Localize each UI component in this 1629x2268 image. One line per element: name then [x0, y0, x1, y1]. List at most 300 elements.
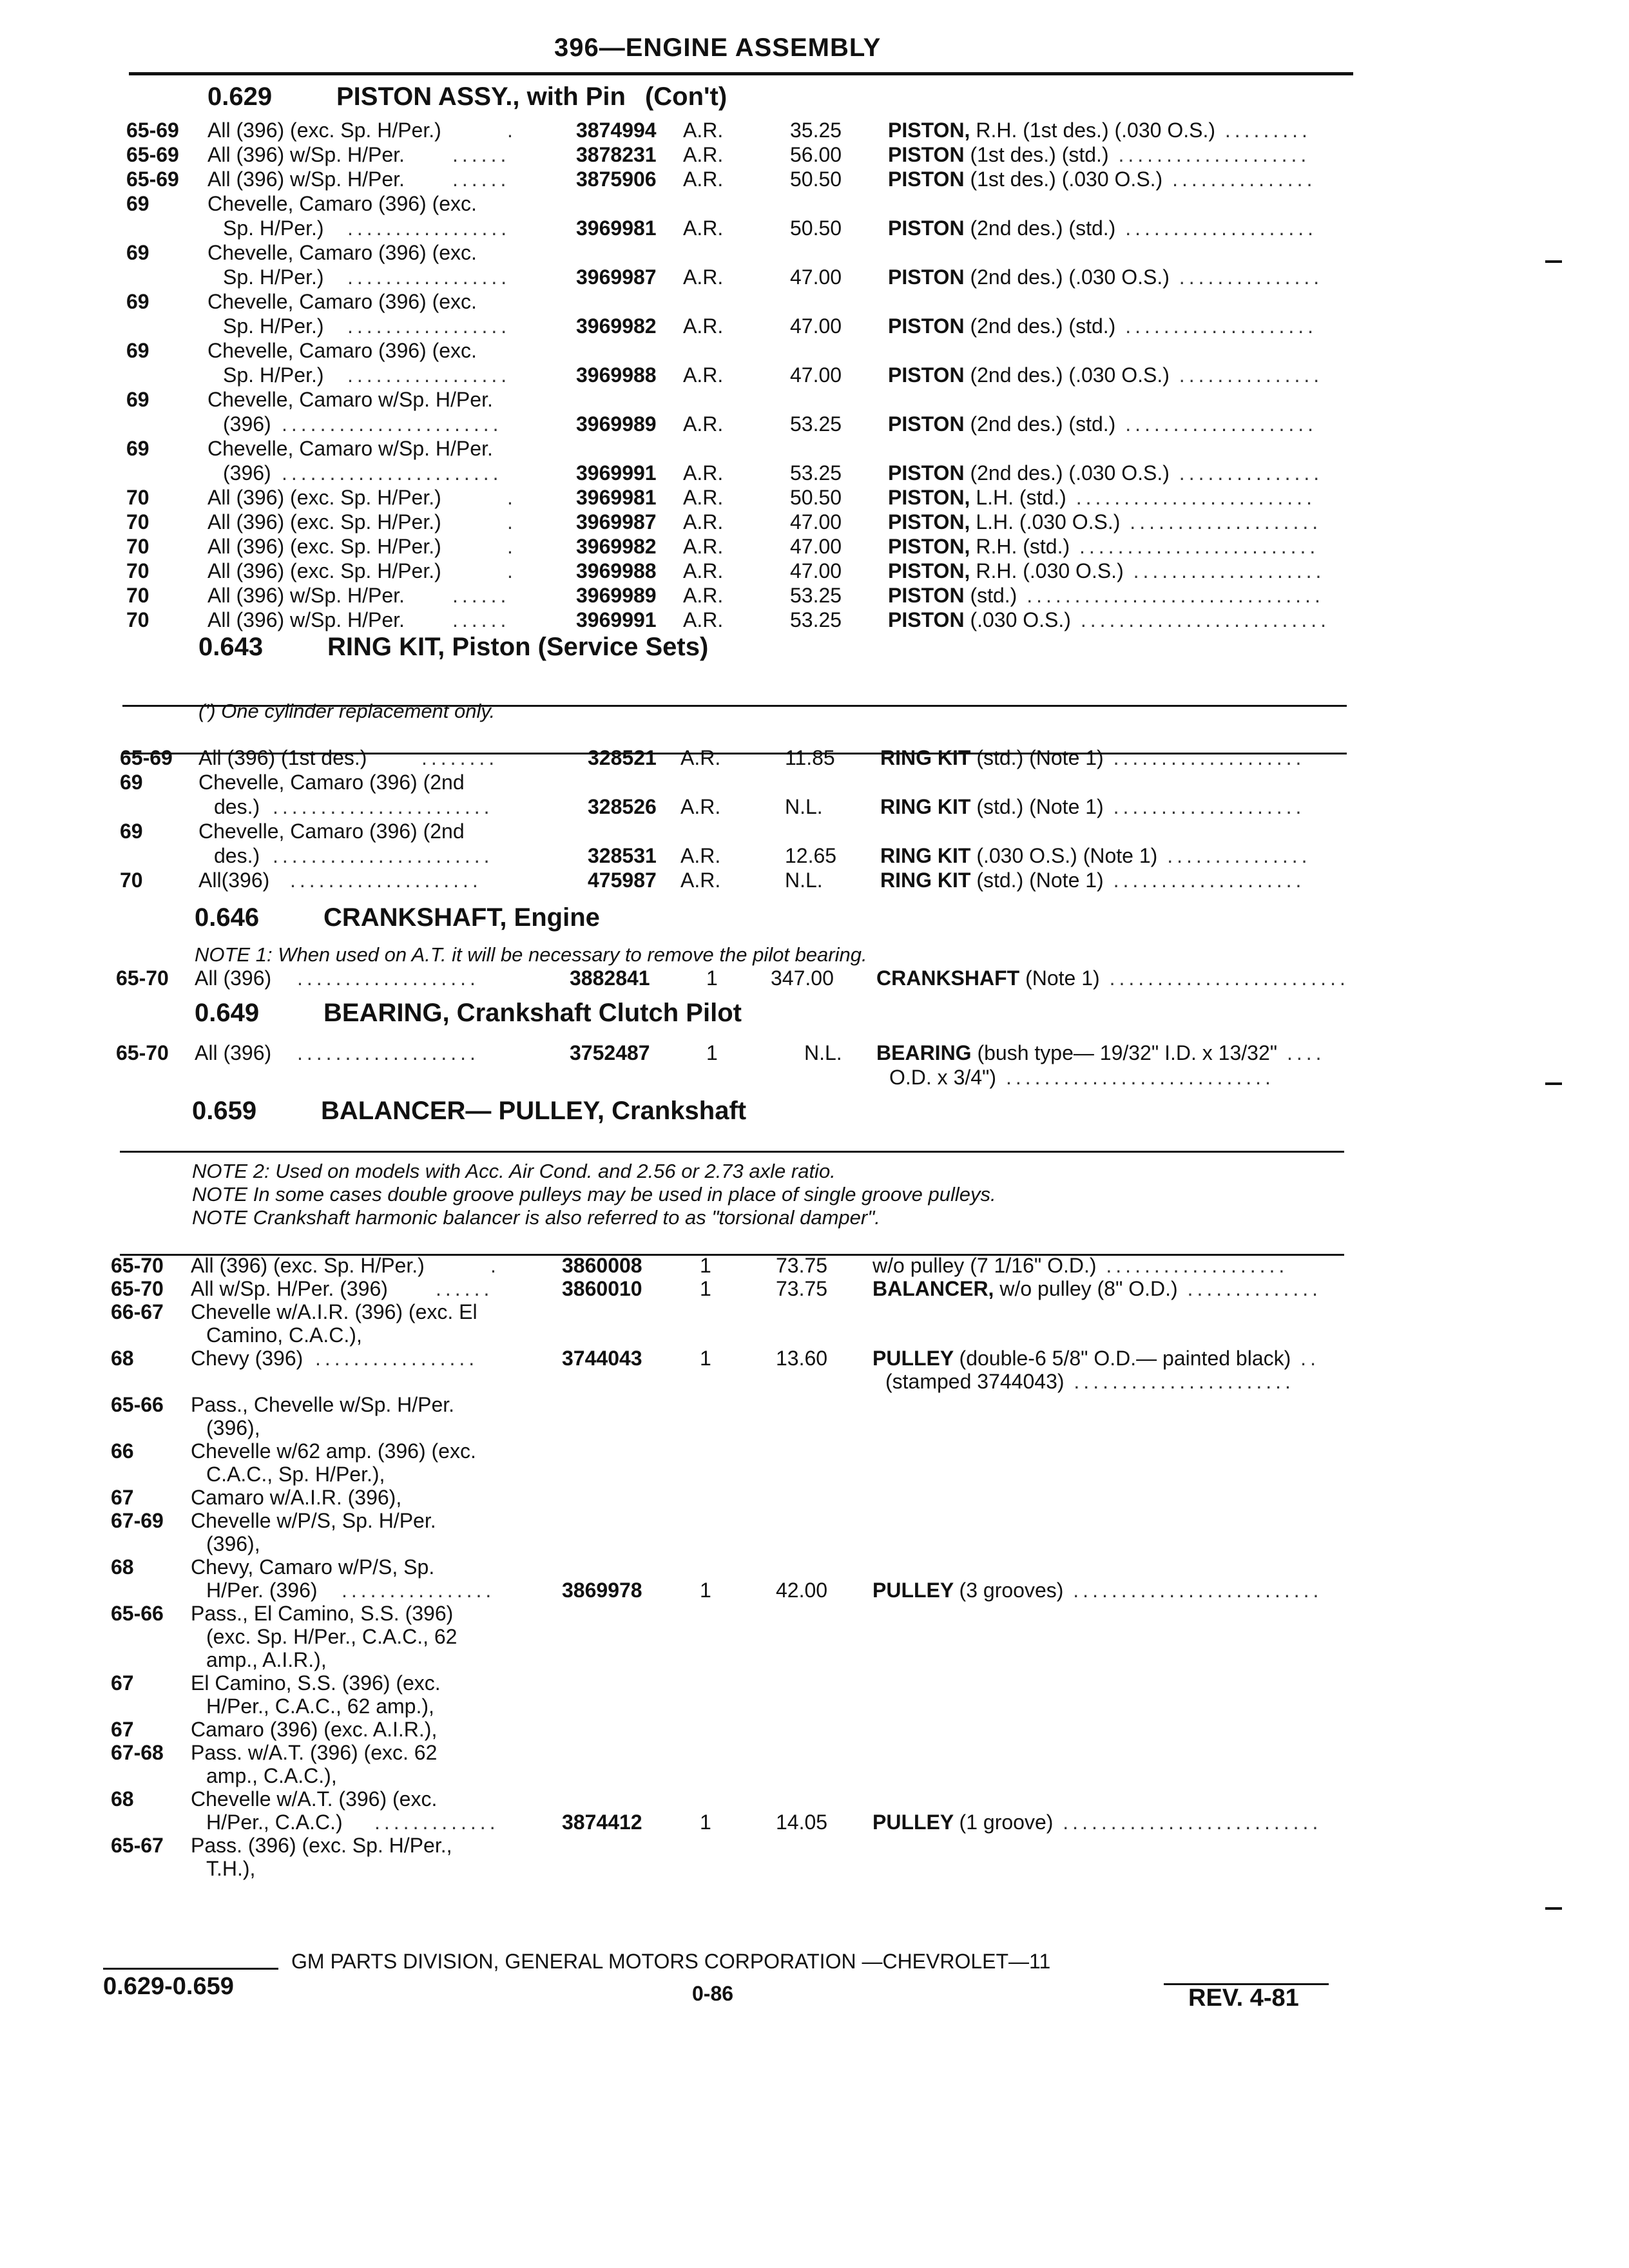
row-application: (396), — [206, 1416, 260, 1439]
row-description-text: (2nd des.) (std.) — [970, 314, 1116, 338]
row-description — [888, 216, 1317, 240]
row-part-number: 3969982 — [576, 535, 657, 558]
leader-dots: ............... — [1162, 168, 1316, 191]
section-heading-crankshaft — [195, 903, 600, 932]
row-quantity: A.R. — [683, 314, 724, 338]
row-part-number: 3969981 — [576, 216, 657, 240]
row-year: 65-69 — [126, 168, 179, 191]
row-part-name: PISTON — [888, 168, 970, 191]
leader-dots: ............... — [1169, 461, 1324, 485]
row-description-text: (std.) (Note 1) — [976, 795, 1104, 818]
leader-dots: .......................... — [1063, 1579, 1323, 1602]
row-part-number: 3860010 — [562, 1277, 642, 1300]
row-price: 47.00 — [790, 535, 842, 558]
row-description-text: (std.) (Note 1) — [976, 746, 1104, 769]
leader-dots: ................. — [347, 265, 511, 289]
row-year: 69 — [120, 820, 143, 843]
table-row — [0, 168, 1629, 193]
leader-dots: ...... — [452, 168, 510, 191]
footer-org: GM PARTS DIVISION, GENERAL MOTORS CORPORATION —CHEVROLET—11 — [291, 1950, 1051, 1973]
row-application: All (396) w/Sp. H/Per. — [207, 584, 405, 607]
row-price: 47.00 — [790, 510, 842, 533]
leader-dots: ............................ — [996, 1066, 1275, 1089]
row-price: 56.00 — [790, 143, 842, 166]
row-description — [888, 535, 1319, 559]
table-row-continuation — [0, 1323, 1629, 1349]
table-row-continuation — [0, 1764, 1629, 1790]
row-part-name: CRANKSHAFT — [876, 966, 1026, 990]
row-part-number: 3869978 — [562, 1579, 642, 1602]
row-description — [888, 314, 1317, 338]
row-quantity: A.R. — [683, 216, 724, 240]
leader-dots: ....................... — [282, 412, 503, 436]
row-application: Sp. H/Per.) — [223, 265, 324, 289]
row-year: 67-68 — [111, 1741, 164, 1764]
row-part-number: 475987 — [588, 869, 657, 892]
table-row-continuation — [0, 1579, 1629, 1604]
row-year: 70 — [120, 869, 143, 892]
row-application: Chevelle, Camaro w/Sp. H/Per. — [207, 437, 493, 460]
row-description — [888, 265, 1323, 289]
section-note: (') One cylinder replacement only. — [198, 700, 496, 722]
leader-dots: .................... — [1123, 559, 1325, 582]
leader-dots: ....................... — [273, 795, 494, 818]
row-description — [888, 168, 1316, 191]
leader-dots: . — [507, 510, 517, 533]
row-year: 70 — [126, 510, 149, 533]
table-row — [0, 966, 1629, 992]
row-application: (396) — [223, 461, 271, 485]
row-part-number: 3969982 — [576, 314, 657, 338]
page-title: 396—ENGINE ASSEMBLY — [554, 34, 882, 62]
row-year: 67-69 — [111, 1509, 164, 1532]
table-row-continuation — [0, 265, 1629, 291]
row-description — [872, 1347, 1320, 1370]
row-part-name: BALANCER, — [872, 1277, 1000, 1300]
leader-dots: ............... — [1169, 363, 1324, 387]
margin-tick — [1545, 260, 1562, 263]
table-row-continuation — [0, 1370, 1629, 1396]
leader-dots: . — [507, 535, 517, 558]
row-description-text: (2nd des.) (.030 O.S.) — [970, 461, 1170, 485]
row-description-text: R.H. (std.) — [976, 535, 1070, 558]
row-part-number: 3874412 — [562, 1811, 642, 1834]
row-part-name: PISTON — [888, 584, 970, 607]
row-description-text: (double-6 5/8" O.D.— painted black) — [959, 1347, 1291, 1370]
table-row — [0, 143, 1629, 169]
row-year: 65-69 — [126, 119, 179, 142]
row-application: Pass. w/A.T. (396) (exc. 62 — [191, 1741, 438, 1764]
row-quantity: 1 — [706, 1041, 718, 1064]
table-row — [0, 1300, 1629, 1326]
row-application: (396) — [223, 412, 271, 436]
table-row — [0, 1509, 1629, 1535]
row-application: Chevelle w/A.T. (396) (exc. — [191, 1787, 438, 1811]
row-part-name: PULLEY — [872, 1811, 959, 1834]
table-row — [0, 746, 1629, 772]
table-row-continuation — [0, 314, 1629, 340]
row-price: 53.25 — [790, 584, 842, 607]
table-row-continuation — [0, 363, 1629, 389]
row-part-number: 3882841 — [570, 966, 650, 990]
row-application: All (396) (1st des.) — [198, 746, 367, 769]
row-application: T.H.), — [206, 1857, 256, 1880]
leader-dots: ................. — [347, 363, 511, 387]
table-row — [0, 1041, 1629, 1067]
leader-dots: ...... — [452, 608, 510, 631]
row-application: (396), — [206, 1532, 260, 1555]
row-quantity: 1 — [700, 1579, 711, 1602]
row-part-number: 3969988 — [576, 559, 657, 582]
row-part-number: 3969989 — [576, 412, 657, 436]
row-description-continuation: O.D. x 3/4") ............................ — [889, 1066, 1275, 1089]
row-part-name: PISTON — [888, 363, 970, 387]
table-row — [0, 510, 1629, 536]
table-row — [0, 869, 1629, 894]
row-price: N.L. — [804, 1041, 842, 1064]
row-part-name: PISTON, — [888, 510, 976, 533]
table-row — [0, 1741, 1629, 1767]
leader-dots: .................... — [1108, 143, 1311, 166]
row-year: 65-70 — [116, 1041, 169, 1064]
row-description-text: (2nd des.) (.030 O.S.) — [970, 363, 1170, 387]
row-application: Chevy (396) — [191, 1347, 304, 1370]
section-number: 0.629 — [207, 82, 273, 111]
row-part-number: 328531 — [588, 844, 657, 867]
row-application: Camaro (396) (exc. A.I.R.), — [191, 1718, 438, 1741]
row-quantity: A.R. — [680, 844, 721, 867]
table-row — [0, 437, 1629, 463]
row-description — [888, 486, 1316, 510]
row-year: 70 — [126, 535, 149, 558]
table-row — [0, 1486, 1629, 1512]
row-year: 66 — [111, 1439, 134, 1463]
section-number: 0.659 — [192, 1097, 257, 1125]
row-application: amp., C.A.C.), — [206, 1764, 337, 1787]
leader-dots: .................... — [1115, 216, 1317, 240]
row-quantity: A.R. — [683, 265, 724, 289]
section-number: 0.643 — [198, 633, 264, 661]
leader-dots: ......................... — [1099, 966, 1349, 990]
row-part-name: RING KIT — [880, 795, 977, 818]
section-heading-ringkit — [198, 633, 708, 662]
row-price: 73.75 — [776, 1254, 828, 1277]
row-part-name: PISTON — [888, 314, 970, 338]
table-row-continuation — [0, 1416, 1629, 1442]
row-description-text: (2nd des.) (.030 O.S.) — [970, 265, 1170, 289]
row-application: Chevelle, Camaro (396) (exc. — [207, 192, 477, 215]
row-application: Sp. H/Per.) — [223, 314, 324, 338]
row-application: H/Per., C.A.C.) — [206, 1811, 343, 1834]
section-title: PISTON ASSY., with Pin — [336, 82, 626, 111]
footer-revision: REV. 4-81 — [1188, 1984, 1299, 2012]
title-rule — [129, 72, 1353, 75]
row-application: All (396) (exc. Sp. H/Per.) — [191, 1254, 425, 1277]
table-row — [0, 1393, 1629, 1419]
row-year: 68 — [111, 1787, 134, 1811]
row-application: Chevelle w/A.I.R. (396) (exc. El — [191, 1300, 477, 1323]
row-description — [880, 795, 1305, 819]
row-application: All (396) w/Sp. H/Per. — [207, 143, 405, 166]
row-description — [888, 461, 1323, 485]
row-price: 12.65 — [785, 844, 837, 867]
row-price: 47.00 — [790, 559, 842, 582]
row-description-text: L.H. (std.) — [976, 486, 1066, 509]
row-price: N.L. — [785, 795, 823, 818]
row-description-text: (3 grooves) — [959, 1579, 1064, 1602]
row-year: 69 — [126, 290, 149, 313]
row-quantity: A.R. — [680, 746, 721, 769]
row-year: 69 — [126, 241, 149, 264]
leader-dots: ............... — [1157, 844, 1311, 867]
row-price: 47.00 — [790, 265, 842, 289]
row-part-number: 3752487 — [570, 1041, 650, 1064]
row-quantity: A.R. — [683, 168, 724, 191]
row-year: 66-67 — [111, 1300, 164, 1323]
table-row — [0, 1718, 1629, 1744]
leader-dots: ........ — [421, 746, 499, 769]
row-application: All w/Sp. H/Per. (396) — [191, 1277, 388, 1300]
row-part-name: PISTON — [888, 412, 970, 436]
leader-dots: .......................... — [1070, 608, 1330, 631]
row-year: 70 — [126, 608, 149, 631]
section-note: NOTE In some cases double groove pulleys may be used in place of single groove pulleys. — [192, 1183, 996, 1206]
row-part-name: PULLEY — [872, 1347, 959, 1370]
row-part-number: 328526 — [588, 795, 657, 818]
row-description-text: (Note 1) — [1025, 966, 1100, 990]
row-application: Chevelle, Camaro w/Sp. H/Per. — [207, 388, 493, 411]
row-description-text: L.H. (.030 O.S.) — [976, 510, 1121, 533]
row-part-name: RING KIT — [880, 746, 977, 769]
row-year: 70 — [126, 559, 149, 582]
row-application: Chevy, Camaro w/P/S, Sp. — [191, 1555, 435, 1579]
row-application: Chevelle w/62 amp. (396) (exc. — [191, 1439, 476, 1463]
row-price: 47.00 — [790, 363, 842, 387]
row-year: 69 — [126, 192, 149, 215]
section-heading-balancer — [192, 1097, 746, 1126]
row-description — [872, 1579, 1322, 1602]
row-year: 68 — [111, 1555, 134, 1579]
row-price: 73.75 — [776, 1277, 828, 1300]
section-title: CRANKSHAFT, Engine — [323, 903, 600, 932]
table-row — [0, 1834, 1629, 1860]
leader-dots: ............. — [374, 1811, 499, 1834]
table-row-continuation — [0, 844, 1629, 870]
row-application: Sp. H/Per.) — [223, 363, 324, 387]
row-application: H/Per., C.A.C., 62 amp.), — [206, 1695, 434, 1718]
row-part-number: 3969991 — [576, 461, 657, 485]
row-year: 65-70 — [111, 1277, 164, 1300]
table-row-continuation — [0, 1695, 1629, 1720]
row-application: All (396) w/Sp. H/Per. — [207, 168, 405, 191]
row-price: 35.25 — [790, 119, 842, 142]
row-quantity: A.R. — [683, 510, 724, 533]
row-part-number: 328521 — [588, 746, 657, 769]
leader-dots: . — [507, 486, 517, 509]
leader-dots: ................... — [297, 966, 479, 990]
leader-dots: ......................... — [1066, 486, 1316, 509]
row-application: Camino, C.A.C.), — [206, 1323, 362, 1347]
row-application: Pass., El Camino, S.S. (396) — [191, 1602, 454, 1625]
row-price: 53.25 — [790, 412, 842, 436]
leader-dots: . — [490, 1254, 500, 1277]
row-year: 68 — [111, 1347, 134, 1370]
leader-dots: .................... — [1115, 412, 1317, 436]
row-quantity: 1 — [700, 1347, 711, 1370]
row-part-name: PISTON — [888, 216, 970, 240]
section-title: BEARING, Crankshaft Clutch Pilot — [323, 999, 742, 1027]
leader-dots: ........................... — [1053, 1811, 1322, 1834]
row-description — [888, 363, 1323, 387]
row-year: 67 — [111, 1486, 134, 1509]
row-application: Sp. H/Per.) — [223, 216, 324, 240]
leader-dots: ................... — [1096, 1254, 1289, 1277]
row-description — [880, 844, 1311, 868]
row-quantity: A.R. — [683, 584, 724, 607]
row-price: 42.00 — [776, 1579, 828, 1602]
row-quantity: 1 — [700, 1811, 711, 1834]
row-year: 65-66 — [111, 1602, 164, 1625]
row-description — [888, 559, 1325, 583]
table-row-continuation — [0, 1532, 1629, 1558]
row-application: All (396) — [195, 1041, 272, 1064]
table-row — [0, 1347, 1629, 1372]
row-application: des.) — [214, 795, 260, 818]
section-heading-bearing — [195, 999, 742, 1028]
row-description — [872, 1277, 1322, 1301]
row-part-name: PISTON — [888, 461, 970, 485]
row-year: 65-70 — [116, 966, 169, 990]
leader-dots: ......... — [1215, 119, 1311, 142]
leader-dots: ................. — [347, 216, 511, 240]
leader-dots: ....................... — [1064, 1370, 1295, 1393]
row-year: 67 — [111, 1671, 134, 1695]
row-part-name: PISTON, — [888, 119, 976, 142]
leader-dots: ....................... — [273, 844, 494, 867]
footer-page-number: 0-86 — [692, 1982, 734, 2005]
leader-dots: ............... — [1169, 265, 1324, 289]
row-price: 11.85 — [785, 746, 835, 769]
row-year: 65-69 — [126, 143, 179, 166]
row-quantity: 1 — [700, 1254, 711, 1277]
row-application: All (396) w/Sp. H/Per. — [207, 608, 405, 631]
table-row — [0, 1787, 1629, 1813]
table-row — [0, 535, 1629, 561]
table-row-continuation — [0, 1066, 1629, 1091]
row-part-name: RING KIT — [880, 844, 977, 867]
row-part-name: PISTON, — [888, 559, 976, 582]
table-row — [0, 1254, 1629, 1280]
section-title: RING KIT, Piston (Service Sets) — [327, 633, 709, 661]
leader-dots: .................... — [290, 869, 482, 892]
row-application: (exc. Sp. H/Per., C.A.C., 62 — [206, 1625, 458, 1648]
row-application: All (396) — [195, 966, 272, 990]
table-row — [0, 119, 1629, 144]
row-application: Chevelle, Camaro (396) (2nd — [198, 771, 465, 794]
row-description-text: (1st des.) (.030 O.S.) — [970, 168, 1163, 191]
row-year: 65-67 — [111, 1834, 164, 1857]
row-application: All (396) (exc. Sp. H/Per.) — [207, 510, 441, 533]
table-row — [0, 559, 1629, 585]
row-application: H/Per. (396) — [206, 1579, 318, 1602]
leader-dots: .................... — [1103, 869, 1306, 892]
row-quantity: A.R. — [680, 795, 721, 818]
row-part-number: 3969991 — [576, 608, 657, 631]
section-rule — [120, 1151, 1344, 1153]
row-year: 65-70 — [111, 1254, 164, 1277]
row-price: 47.00 — [790, 314, 842, 338]
row-part-number: 3878231 — [576, 143, 657, 166]
table-row-continuation — [0, 216, 1629, 242]
row-description — [888, 143, 1310, 167]
row-part-name: PISTON — [888, 265, 970, 289]
row-price: 50.50 — [790, 216, 842, 240]
row-year: 67 — [111, 1718, 134, 1741]
row-part-number: 3969987 — [576, 265, 657, 289]
row-application: des.) — [214, 844, 260, 867]
leader-dots: ................ — [342, 1579, 496, 1602]
row-application: All (396) (exc. Sp. H/Per.) — [207, 486, 441, 509]
leader-dots: ............................... — [1017, 584, 1324, 607]
row-description-text: (.030 O.S.) — [970, 608, 1071, 631]
leader-dots: ................. — [315, 1347, 479, 1370]
row-application: Chevelle, Camaro (396) (2nd — [198, 820, 465, 843]
leader-dots: . — [507, 119, 517, 142]
row-price: 53.25 — [790, 461, 842, 485]
table-row-continuation — [0, 1463, 1629, 1488]
leader-dots: ................... — [297, 1041, 479, 1064]
row-part-number: 3860008 — [562, 1254, 642, 1277]
row-description-text: R.H. (.030 O.S.) — [976, 559, 1124, 582]
row-description-text: w/o pulley (8" O.D.) — [999, 1277, 1178, 1300]
row-description — [880, 869, 1305, 892]
row-part-number: 3874994 — [576, 119, 657, 142]
row-description — [888, 412, 1317, 436]
row-application: All (396) (exc. Sp. H/Per.) — [207, 119, 441, 142]
leader-dots: .................... — [1103, 795, 1306, 818]
row-part-name: PISTON — [888, 143, 970, 166]
row-price: 13.60 — [776, 1347, 828, 1370]
row-description — [888, 119, 1311, 142]
row-description-text: (1 groove) — [959, 1811, 1054, 1834]
footer-range: 0.629-0.659 — [103, 1973, 234, 2000]
row-part-number: 3969988 — [576, 363, 657, 387]
row-quantity: A.R. — [683, 143, 724, 166]
table-row-continuation — [0, 412, 1629, 438]
row-description — [872, 1811, 1322, 1834]
table-row — [0, 1555, 1629, 1581]
row-description — [876, 966, 1349, 990]
row-quantity: A.R. — [683, 486, 724, 509]
table-row — [0, 608, 1629, 634]
leader-dots: ...... — [436, 1277, 494, 1300]
table-row — [0, 771, 1629, 796]
row-application: Camaro w/A.I.R. (396), — [191, 1486, 402, 1509]
row-application: All (396) (exc. Sp. H/Per.) — [207, 535, 441, 558]
row-price: N.L. — [785, 869, 823, 892]
row-part-name: PULLEY — [872, 1579, 959, 1602]
leader-dots: .................... — [1103, 746, 1306, 769]
row-description-text: (2nd des.) (std.) — [970, 412, 1116, 436]
table-row-continuation — [0, 1625, 1629, 1651]
leader-dots: .. — [1291, 1347, 1320, 1370]
leader-dots: ................. — [347, 314, 511, 338]
table-row — [0, 820, 1629, 845]
row-description — [880, 746, 1305, 770]
row-quantity: A.R. — [683, 608, 724, 631]
row-description — [876, 1041, 1325, 1065]
row-part-number: 3969989 — [576, 584, 657, 607]
